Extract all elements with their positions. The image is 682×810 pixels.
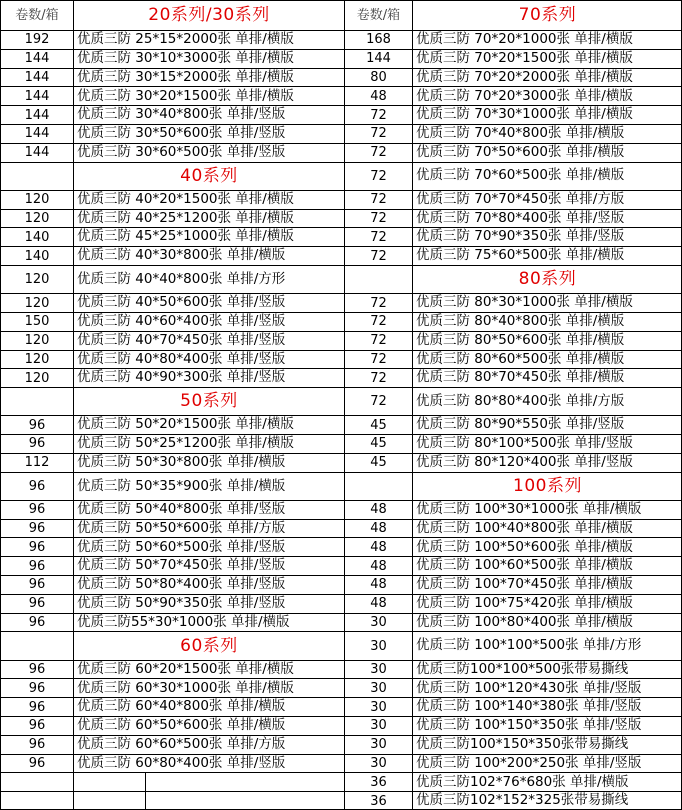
left_column-quantity-cell: 96	[0, 594, 73, 613]
right_column-product-cell: 优质三防 100*200*250张 单排/竖版	[412, 754, 682, 773]
right_column-product-cell: 优质三防 70*90*350张 单排/竖版	[412, 227, 682, 246]
right_column-quantity-cell: 72	[344, 387, 412, 415]
left_column-product-cell: 优质三防 45*25*1000张 单排/横版	[73, 227, 344, 246]
right_column-product-cell: 优质三防 80*100*500张 单排/竖版	[412, 434, 682, 453]
left_column-product-cell: 优质三防 40*50*600张 单排/竖版	[73, 293, 344, 312]
right_column-quantity-cell: 168	[344, 30, 412, 49]
right_column-product-cell: 优质三防 70*40*800张 单排/横版	[412, 124, 682, 143]
right_column-product-cell: 优质三防 80*70*450张 单排/横版	[412, 368, 682, 387]
right_column-quantity-cell: 72	[344, 190, 412, 209]
left_column-section-quantity-cell	[0, 387, 73, 415]
left_column-section-quantity-cell	[0, 631, 73, 659]
left_column-quantity-cell: 140	[0, 246, 73, 265]
right_column-product-cell: 优质三防 100*120*430张 单排/竖版	[412, 678, 682, 697]
column-header-quantity-left: 卷数/箱	[0, 0, 73, 30]
left_column-product-cell: 优质三防 50*30*800张 单排/横版	[73, 453, 344, 472]
right_column-product-cell: 优质三防 70*20*1000张 单排/横版	[412, 30, 682, 49]
left_column-section-quantity-cell	[0, 162, 73, 190]
left_column-quantity-cell: 96	[0, 519, 73, 538]
right_column-product-cell: 优质三防 80*90*550张 单排/竖版	[412, 415, 682, 434]
right_column-product-cell: 优质三防 70*80*400张 单排/竖版	[412, 209, 682, 228]
left_column-quantity-cell	[0, 772, 73, 791]
left_column-product-cell: 优质三防55*30*1000张 单排/横版	[73, 613, 344, 632]
left_column-quantity-cell: 144	[0, 105, 73, 124]
left_column-product-cell: 优质三防 60*30*1000张 单排/横版	[73, 678, 344, 697]
left_column-quantity-cell: 144	[0, 49, 73, 68]
right_column-product-cell: 优质三防102*152*325张带易撕线	[412, 791, 682, 810]
empty-cell-divider	[145, 772, 146, 791]
right_column-quantity-cell: 48	[344, 594, 412, 613]
left_column-quantity-cell: 96	[0, 678, 73, 697]
left_column-quantity-cell: 96	[0, 697, 73, 716]
right_column-quantity-cell: 48	[344, 519, 412, 538]
left_column-product-cell: 优质三防 30*15*2000张 单排/横版	[73, 68, 344, 87]
right_column-product-cell: 优质三防 100*140*380张 单排/竖版	[412, 697, 682, 716]
left_column-product-cell: 优质三防 50*25*1200张 单排/横版	[73, 434, 344, 453]
right_column-product-cell: 优质三防 80*120*400张 单排/竖版	[412, 453, 682, 472]
left_column-quantity-cell: 120	[0, 350, 73, 369]
right_column-quantity-cell: 45	[344, 415, 412, 434]
left_column-product-cell: 优质三防 60*80*400张 单排/竖版	[73, 754, 344, 773]
right_column-product-cell: 优质三防 100*80*400张 单排/横版	[412, 613, 682, 632]
right_column-quantity-cell: 30	[344, 613, 412, 632]
left_column-product-cell: 优质三防 25*15*2000张 单排/横版	[73, 30, 344, 49]
right_column-quantity-cell: 30	[344, 678, 412, 697]
right_column-product-cell: 优质三防 70*20*3000张 单排/横版	[412, 86, 682, 105]
right_column-product-cell: 优质三防 80*80*400张 单排/方版	[412, 387, 682, 415]
left_column-quantity-cell: 96	[0, 472, 73, 500]
left_column-product-cell	[73, 772, 344, 791]
right_column-quantity-cell: 72	[344, 105, 412, 124]
column-header-quantity-right: 卷数/箱	[344, 0, 412, 30]
right_column-product-cell: 优质三防 100*100*500张 单排/方形	[412, 631, 682, 659]
left_column-product-cell: 优质三防 60*40*800张 单排/横版	[73, 697, 344, 716]
left_column-product-cell: 优质三防 30*40*800张 单排/竖版	[73, 105, 344, 124]
right_column-quantity-cell: 45	[344, 434, 412, 453]
right_column-quantity-cell: 36	[344, 791, 412, 810]
left_column-quantity-cell: 96	[0, 500, 73, 519]
right_column-product-cell: 优质三防 100*50*600张 单排/横版	[412, 537, 682, 556]
left_column-quantity-cell: 96	[0, 434, 73, 453]
left_column-product-cell: 优质三防 40*80*400张 单排/竖版	[73, 350, 344, 369]
right_column-product-cell: 优质三防 80*50*600张 单排/横版	[412, 331, 682, 350]
left_column-product-cell: 优质三防 60*50*600张 单排/横版	[73, 716, 344, 735]
right_column-quantity-cell: 36	[344, 772, 412, 791]
right_column-product-cell: 优质三防 100*30*1000张 单排/横版	[412, 500, 682, 519]
left_column-quantity-cell: 120	[0, 293, 73, 312]
right_column-section-quantity-cell	[344, 265, 412, 293]
left_column-product-cell	[73, 791, 344, 810]
left_column-quantity-cell: 120	[0, 209, 73, 228]
right_column-quantity-cell: 48	[344, 537, 412, 556]
left_column-product-cell: 优质三防 50*40*800张 单排/竖版	[73, 500, 344, 519]
left_column-product-cell: 优质三防 50*50*600张 单排/方版	[73, 519, 344, 538]
left_column-product-cell: 优质三防 50*70*450张 单排/竖版	[73, 556, 344, 575]
right_column-quantity-cell: 72	[344, 312, 412, 331]
left_column-product-cell: 优质三防 40*60*400张 单排/竖版	[73, 312, 344, 331]
left_column-quantity-cell: 150	[0, 312, 73, 331]
right_column-quantity-cell: 48	[344, 575, 412, 594]
right_column-quantity-cell: 72	[344, 246, 412, 265]
right_column-quantity-cell: 80	[344, 68, 412, 87]
right_column-quantity-cell: 72	[344, 227, 412, 246]
left_column-quantity-cell: 112	[0, 453, 73, 472]
series-title-20-30: 20系列/30系列	[73, 0, 344, 30]
left_column-quantity-cell: 144	[0, 143, 73, 162]
left_column-product-cell: 优质三防 40*70*450张 单排/竖版	[73, 331, 344, 350]
series-title: 60系列	[73, 631, 344, 659]
left_column-product-cell: 优质三防 50*60*500张 单排/竖版	[73, 537, 344, 556]
left_column-product-cell: 优质三防 60*20*1500张 单排/横版	[73, 660, 344, 679]
left_column-product-cell: 优质三防 30*50*600张 单排/竖版	[73, 124, 344, 143]
right_column-quantity-cell: 30	[344, 754, 412, 773]
right_column-product-cell: 优质三防 80*40*800张 单排/横版	[412, 312, 682, 331]
right_column-quantity-cell: 72	[344, 209, 412, 228]
right_column-quantity-cell: 72	[344, 162, 412, 190]
right_column-product-cell: 优质三防 100*60*500张 单排/横版	[412, 556, 682, 575]
left_column-quantity-cell	[0, 791, 73, 810]
left_column-product-cell: 优质三防 40*40*800张 单排/方形	[73, 265, 344, 293]
right_column-quantity-cell: 48	[344, 556, 412, 575]
right_column-quantity-cell: 72	[344, 331, 412, 350]
right_column-product-cell: 优质三防 80*60*500张 单排/横版	[412, 350, 682, 369]
left_column-quantity-cell: 120	[0, 190, 73, 209]
left_column-quantity-cell: 96	[0, 754, 73, 773]
left_column-quantity-cell: 96	[0, 660, 73, 679]
right_column-quantity-cell: 72	[344, 124, 412, 143]
right_column-quantity-cell: 72	[344, 350, 412, 369]
right_column-product-cell: 优质三防100*150*350张带易撕线	[412, 735, 682, 754]
left_column-product-cell: 优质三防 50*35*900张 单排/横版	[73, 472, 344, 500]
right_column-product-cell: 优质三防 100*75*420张 单排/横版	[412, 594, 682, 613]
right_column-quantity-cell: 72	[344, 293, 412, 312]
left_column-product-cell: 优质三防 40*30*800张 单排/横版	[73, 246, 344, 265]
right_column-product-cell: 优质三防 70*20*2000张 单排/横版	[412, 68, 682, 87]
right_column-product-cell: 优质三防 70*20*1500张 单排/横版	[412, 49, 682, 68]
left_column-quantity-cell: 144	[0, 124, 73, 143]
left_column-quantity-cell: 96	[0, 613, 73, 632]
left_column-quantity-cell: 96	[0, 735, 73, 754]
right_column-product-cell: 优质三防 70*30*1000张 单排/横版	[412, 105, 682, 124]
right_column-product-cell: 优质三防102*76*680张 单排/横版	[412, 772, 682, 791]
right_column-product-cell: 优质三防 100*40*800张 单排/横版	[412, 519, 682, 538]
left_column-quantity-cell: 120	[0, 368, 73, 387]
left_column-product-cell: 优质三防 50*80*400张 单排/竖版	[73, 575, 344, 594]
left_column-quantity-cell: 96	[0, 537, 73, 556]
series-title: 100系列	[412, 472, 682, 500]
right_column-product-cell: 优质三防 70*50*600张 单排/横版	[412, 143, 682, 162]
left_column-product-cell: 优质三防 30*60*500张 单排/竖版	[73, 143, 344, 162]
right_column-product-cell: 优质三防 100*150*350张 单排/竖版	[412, 716, 682, 735]
series-title: 50系列	[73, 387, 344, 415]
series-title-70: 70系列	[412, 0, 682, 30]
left_column-product-cell: 优质三防 50*90*350张 单排/竖版	[73, 594, 344, 613]
left_column-quantity-cell: 120	[0, 331, 73, 350]
right_column-product-cell: 优质三防 80*30*1000张 单排/横版	[412, 293, 682, 312]
right_column-quantity-cell: 48	[344, 500, 412, 519]
right_column-quantity-cell: 30	[344, 660, 412, 679]
left_column-quantity-cell: 140	[0, 227, 73, 246]
right_column-product-cell: 优质三防 70*70*450张 单排/方版	[412, 190, 682, 209]
right_column-product-cell: 优质三防 100*70*450张 单排/横版	[412, 575, 682, 594]
left_column-product-cell: 优质三防 30*20*1500张 单排/横版	[73, 86, 344, 105]
left_column-product-cell: 优质三防 30*10*3000张 单排/横版	[73, 49, 344, 68]
right_column-quantity-cell: 30	[344, 716, 412, 735]
left_column-quantity-cell: 96	[0, 716, 73, 735]
left_column-product-cell: 优质三防 40*20*1500张 单排/横版	[73, 190, 344, 209]
series-title: 80系列	[412, 265, 682, 293]
right_column-quantity-cell: 144	[344, 49, 412, 68]
right_column-quantity-cell: 72	[344, 143, 412, 162]
right_column-product-cell: 优质三防 75*60*500张 单排/横版	[412, 246, 682, 265]
right_column-section-quantity-cell	[344, 472, 412, 500]
right_column-quantity-cell: 30	[344, 697, 412, 716]
left_column-quantity-cell: 144	[0, 86, 73, 105]
left_column-quantity-cell: 96	[0, 556, 73, 575]
empty-cell-divider	[145, 791, 146, 810]
left_column-product-cell: 优质三防 60*60*500张 单排/方版	[73, 735, 344, 754]
right_column-quantity-cell: 45	[344, 453, 412, 472]
right_column-quantity-cell: 72	[344, 368, 412, 387]
right_column-product-cell: 优质三防 70*60*500张 单排/横版	[412, 162, 682, 190]
left_column-quantity-cell: 96	[0, 415, 73, 434]
left_column-quantity-cell: 96	[0, 575, 73, 594]
right_column-product-cell: 优质三防100*100*500张带易撕线	[412, 660, 682, 679]
left_column-quantity-cell: 192	[0, 30, 73, 49]
right_column-quantity-cell: 48	[344, 86, 412, 105]
series-title: 40系列	[73, 162, 344, 190]
left_column-quantity-cell: 120	[0, 265, 73, 293]
left_column-product-cell: 优质三防 50*20*1500张 单排/横版	[73, 415, 344, 434]
right_column-quantity-cell: 30	[344, 735, 412, 754]
left_column-quantity-cell: 144	[0, 68, 73, 87]
right_column-quantity-cell: 30	[344, 631, 412, 659]
left_column-product-cell: 优质三防 40*90*300张 单排/竖版	[73, 368, 344, 387]
left_column-product-cell: 优质三防 40*25*1200张 单排/横版	[73, 209, 344, 228]
